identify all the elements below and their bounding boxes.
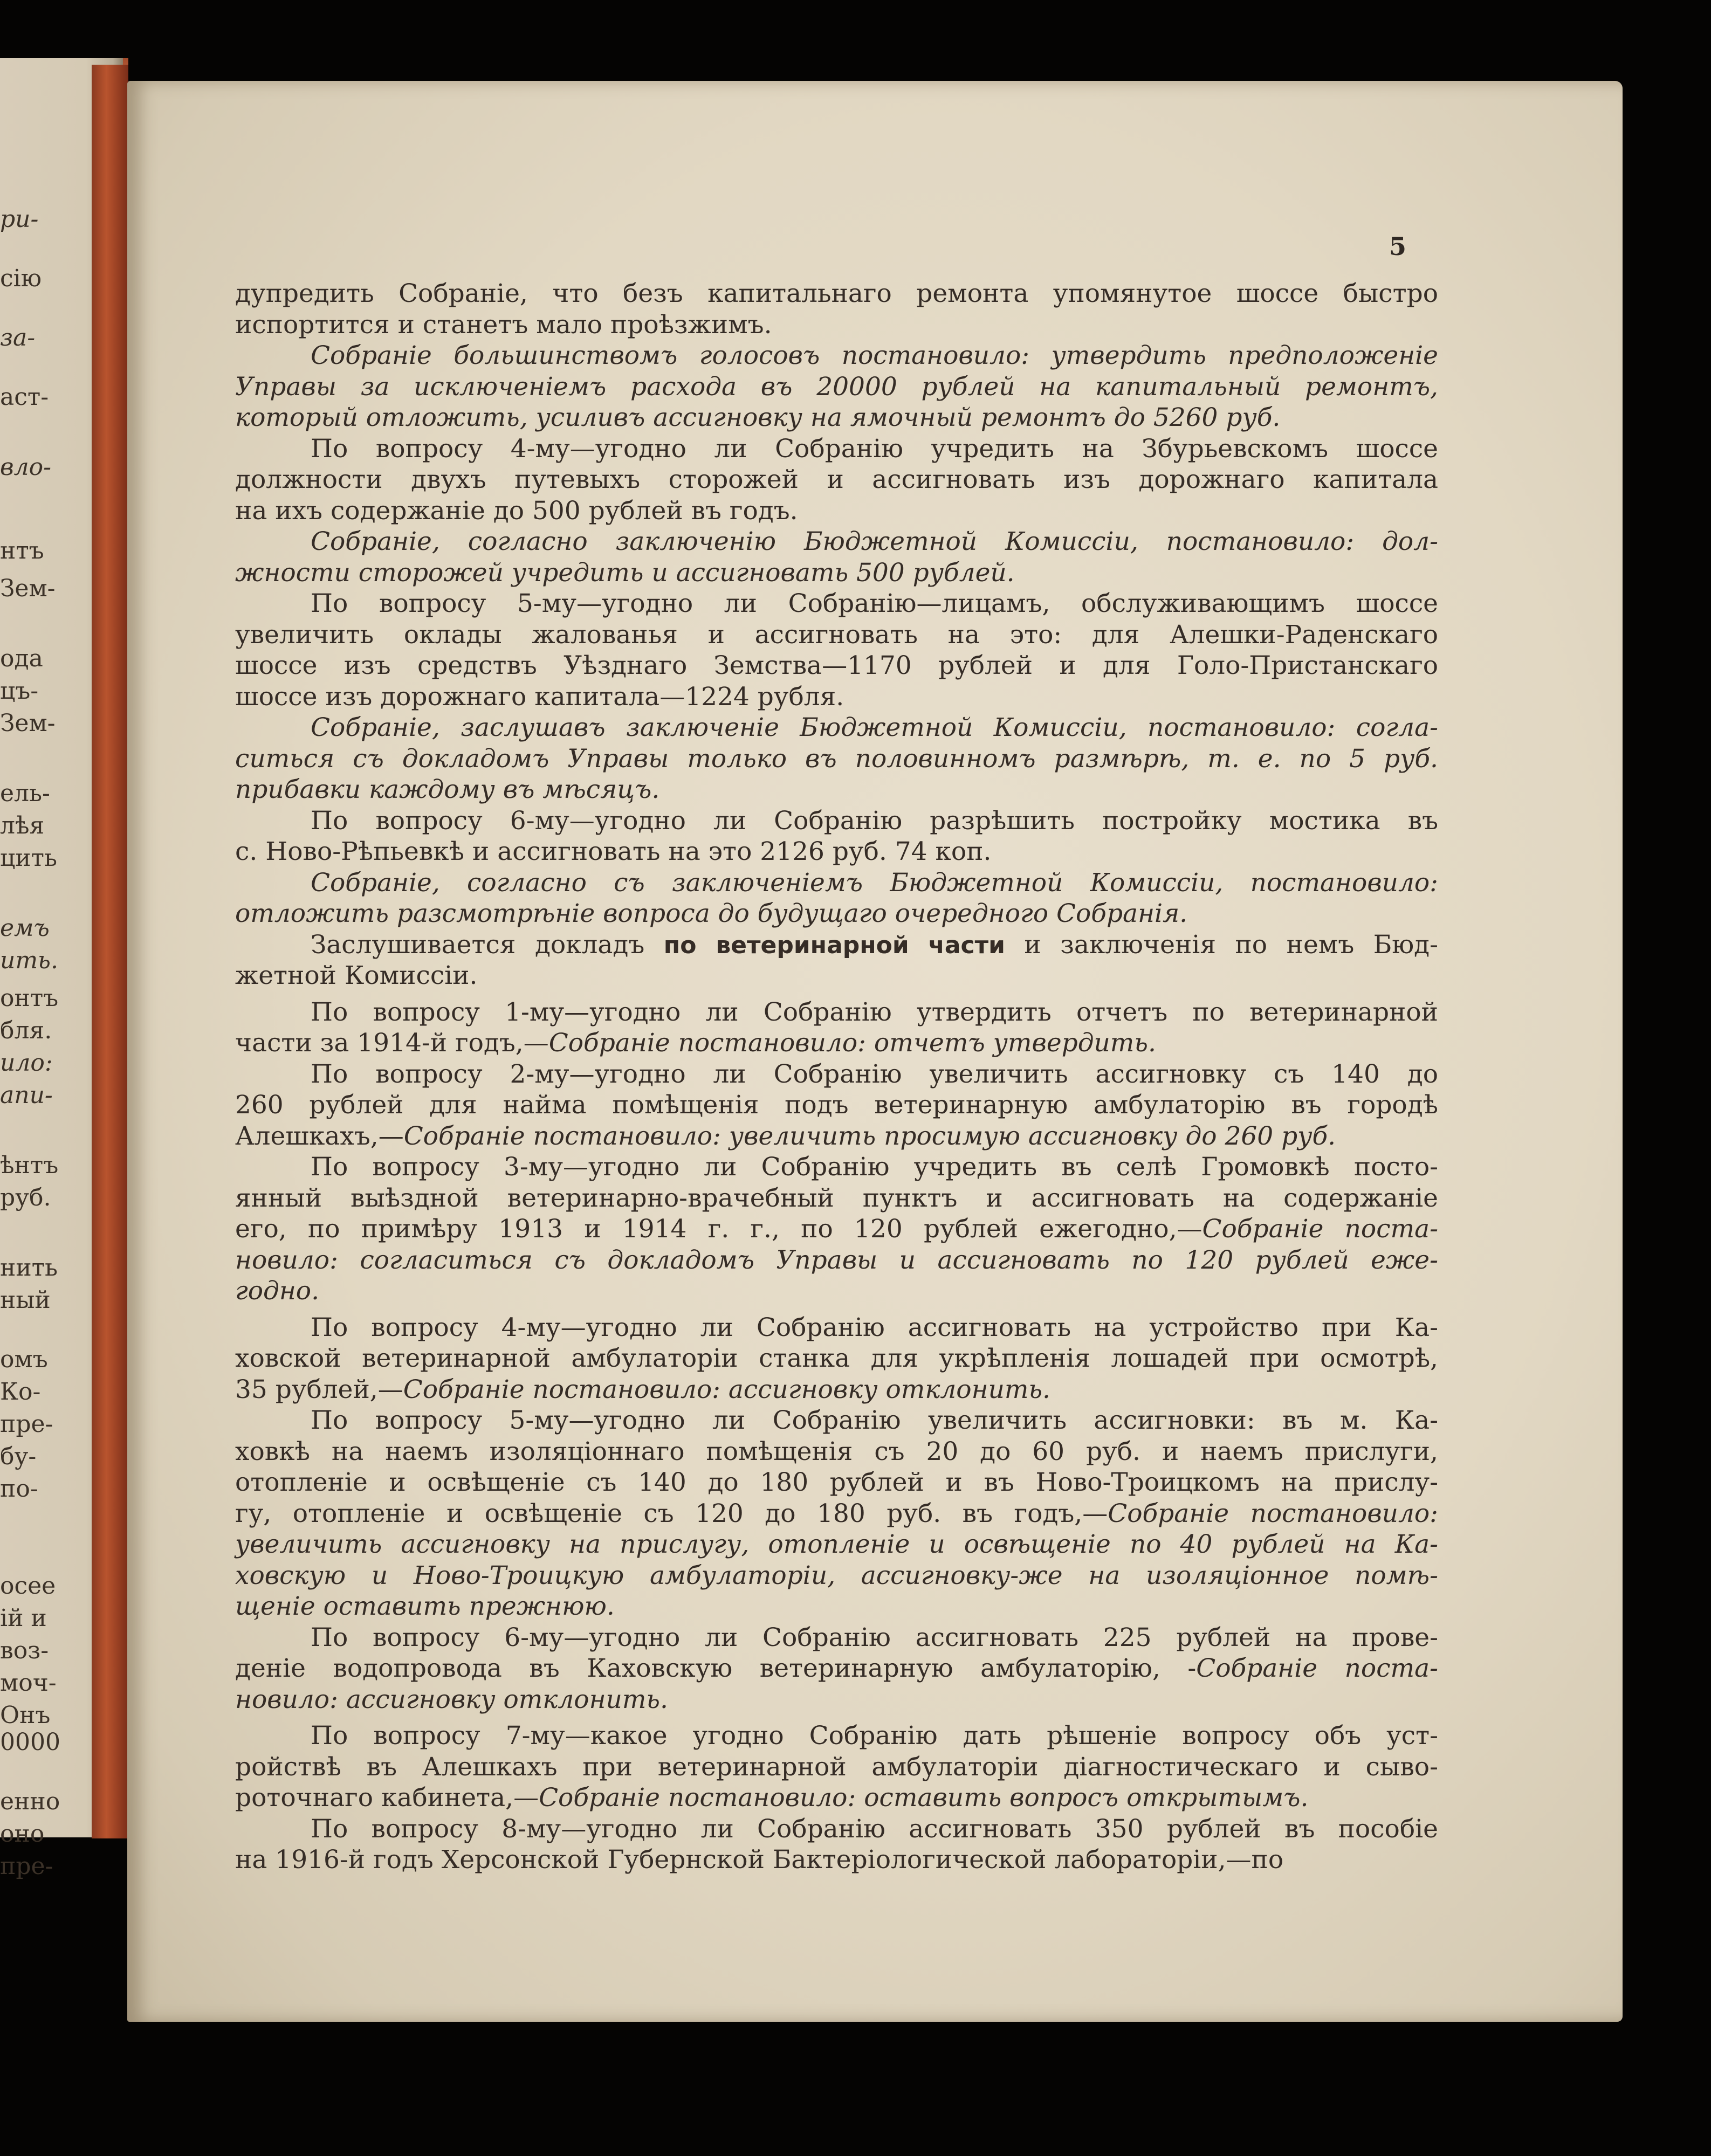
body-text: его, по примѣру 1913 и 1914 г. г., по 120 рублей ежегодно,— <box>235 1214 1202 1244</box>
body-text: По вопросу 7-му—какое угодно Собранію дать рѣшеніе вопросу объ уст- <box>311 1721 1438 1751</box>
section-heading-text: по ветеринарной части <box>663 931 1005 959</box>
previous-page-fragment: емъ <box>0 914 50 942</box>
text-line <box>235 960 1438 991</box>
body-text: на 1916-й годъ Херсонской Губернской Бактеріологической лабораторіи,—по <box>235 1845 1284 1875</box>
text-line <box>235 1591 1438 1622</box>
paragraph <box>235 588 1438 712</box>
text-line <box>235 1782 1438 1814</box>
previous-page-fragment: лѣя <box>0 812 45 839</box>
paragraph <box>235 929 1438 991</box>
previous-page-fragment: руб. <box>0 1184 51 1211</box>
text-line <box>235 929 1438 961</box>
text-line <box>235 1467 1438 1498</box>
previous-page-fragment: пре- <box>0 1852 53 1880</box>
body-text: и заключенія по немъ Бюд- <box>1005 929 1439 960</box>
paragraph <box>235 433 1438 527</box>
body-text: шоссе изъ дорожнаго капитала—1224 рубля. <box>235 681 844 712</box>
text-line <box>235 619 1438 651</box>
text-line <box>235 278 1438 309</box>
body-text: По вопросу 5-му—угодно ли Собранію—лицамъ, обслуживающимъ шоссе <box>311 589 1438 618</box>
body-text: По вопросу 4-му—угодно ли Собранію учредить на Збурьевскомъ шоссе <box>311 433 1438 464</box>
body-text: гу, отопленіе и освѣщеніе съ 120 до 180 руб. въ годъ,— <box>235 1498 1108 1528</box>
previous-page-fragment: нтъ <box>0 537 44 564</box>
paragraph-gap <box>235 1715 1438 1720</box>
text-line <box>235 1436 1438 1468</box>
body-text: По вопросу 5-му—угодно ли Собранію увеличить ассигновки: въ м. Ка- <box>311 1406 1438 1435</box>
previous-page-fragment: ель- <box>0 780 50 807</box>
resolution-text: ховскую и Ново-Троицкую амбулаторіи, ассигновку-же на изоляціонное помѣ- <box>235 1560 1438 1590</box>
previous-page-fragment: сію <box>0 265 42 292</box>
body-text: По вопросу 8-му—угодно ли Собранію ассигновать 350 рублей въ пособіе <box>311 1814 1438 1844</box>
previous-page-fragment: енно <box>0 1788 60 1815</box>
paragraph <box>235 340 1438 433</box>
text-line <box>235 588 1438 619</box>
resolution-text: увеличить ассигновку на прислугу, отопленіе и освѣщеніе по 40 рублей на Ка- <box>235 1530 1438 1559</box>
body-text: жетной Комиссіи. <box>235 961 478 990</box>
text-line <box>235 1214 1438 1245</box>
resolution-text: Собраніе поста- <box>1196 1654 1439 1683</box>
text-line <box>235 997 1438 1028</box>
paragraph-gap <box>235 991 1438 997</box>
text-line <box>235 1653 1438 1684</box>
page-body-text <box>235 278 1438 1876</box>
body-text: роточнаго кабинета,— <box>235 1783 539 1813</box>
body-text: Алешкахъ,— <box>235 1121 404 1151</box>
body-text: на ихъ содержаніе до 500 рублей въ годъ. <box>235 495 798 526</box>
text-line <box>235 1560 1438 1592</box>
body-text: шоссе изъ средствъ Уѣзднаго Земства—1170 рублей и для Голо-Пристанскаго <box>235 651 1438 680</box>
text-line <box>235 1622 1438 1654</box>
resolution-text: Собраніе постановило: отчетъ утвердить. <box>548 1028 1156 1058</box>
previous-page-fragment: ить. <box>0 947 59 974</box>
previous-page-fragment: бу- <box>0 1443 37 1470</box>
text-line <box>235 836 1438 867</box>
paragraph <box>235 1622 1438 1716</box>
resolution-text: который отложить, усиливъ ассигновку на ямочный ремонтъ до 5260 руб. <box>235 403 1281 432</box>
text-line <box>235 1405 1438 1436</box>
book-cover-edge <box>92 65 128 1838</box>
resolution-text: прибавки каждому въ мѣсяцъ. <box>235 775 660 804</box>
resolution-text: Собраніе, согласно съ заключеніемъ Бюджетной Комиссіи, постановило: <box>311 867 1438 898</box>
resolution-text: годно. <box>235 1276 320 1306</box>
text-line <box>235 743 1438 775</box>
previous-page-fragment: аст- <box>0 383 49 411</box>
previous-page-fragment: по- <box>0 1475 38 1503</box>
text-line <box>235 1374 1438 1406</box>
text-line <box>235 650 1438 681</box>
previous-page-fragment: за- <box>0 324 36 352</box>
text-line <box>235 340 1438 371</box>
body-text: ховкѣ на наемъ изоляціоннаго помѣщенія съ 20 до 60 руб. и наемъ прислуги, <box>235 1436 1438 1466</box>
paragraph <box>235 1720 1438 1814</box>
text-line <box>235 1720 1438 1752</box>
body-text: 35 рублей,— <box>235 1374 403 1404</box>
text-line <box>235 371 1438 403</box>
text-line <box>235 495 1438 527</box>
previous-page-fragment: ѣнтъ <box>0 1152 59 1179</box>
previous-page-fragment: омъ <box>0 1346 48 1373</box>
body-text: увеличить оклады жалованья и ассигновать на это: для Алешки-Раденскаго <box>235 619 1438 650</box>
text-line <box>235 867 1438 899</box>
text-line <box>235 402 1438 433</box>
previous-page-fragment: цъ- <box>0 677 39 705</box>
text-line <box>235 1684 1438 1716</box>
previous-page-fragment: Зем- <box>0 710 56 737</box>
previous-page-fragment: ри- <box>0 205 39 233</box>
resolution-text: Собраніе, согласно заключенію Бюджетной Комиссіи, постановило: дол- <box>311 527 1438 556</box>
text-line <box>235 1152 1438 1183</box>
text-line <box>235 1028 1438 1059</box>
previous-page-fragment: Онъ <box>0 1702 51 1729</box>
resolution-text: новило: согласиться съ докладомъ Управы и ассигновать по 120 рублей еже- <box>235 1245 1438 1275</box>
paragraph <box>235 805 1438 867</box>
resolution-text: щеніе оставить прежнюю. <box>235 1592 615 1621</box>
body-text: ховской ветеринарной амбулаторіи станка для укрѣпленія лошадей при осмотрѣ, <box>235 1344 1438 1373</box>
previous-page-fragment: ода <box>0 645 43 672</box>
body-text: По вопросу 6-му—угодно ли Собранію разрѣшить постройку мостика въ <box>311 805 1438 836</box>
body-text: 260 рублей для найма помѣщенія подъ ветеринарную амбулаторію въ городѣ <box>235 1090 1438 1120</box>
text-line <box>235 557 1438 589</box>
paragraph-gap <box>235 1307 1438 1312</box>
body-text: янный выѣздной ветеринарно-врачебный пунктъ и ассигновать на содержаніе <box>235 1183 1438 1213</box>
previous-page-fragment: 0000 <box>0 1728 60 1756</box>
resolution-text: ситься съ докладомъ Управы только въ половинномъ размѣрѣ, т. е. по 5 руб. <box>235 743 1438 774</box>
text-line <box>235 309 1438 341</box>
previous-page-fragment: моч- <box>0 1669 57 1697</box>
text-line <box>235 464 1438 495</box>
resolution-text: Собраніе большинствомъ голосовъ постановило: утвердить предположеніе <box>311 341 1438 370</box>
previous-page-fragment: онтъ <box>0 984 59 1012</box>
body-text: По вопросу 3-му—угодно ли Собранію учредить въ селѣ Громовкѣ посто- <box>311 1152 1438 1182</box>
text-line <box>235 526 1438 557</box>
text-line <box>235 1090 1438 1121</box>
paragraph <box>235 1405 1438 1622</box>
text-line <box>235 1183 1438 1214</box>
resolution-text: жности сторожей учредить и ассигновать 500 рублей. <box>235 557 1015 588</box>
resolution-text: Собраніе постановило: оставить вопросъ открытымъ. <box>539 1783 1309 1813</box>
previous-page-fragment: ило: <box>0 1049 53 1077</box>
body-text: с. Ново-Рѣпьевкѣ и ассигновать на это 2126 руб. 74 коп. <box>235 837 992 866</box>
text-line <box>235 1312 1438 1344</box>
text-line <box>235 1059 1438 1090</box>
paragraph <box>235 1152 1438 1307</box>
resolution-text: отложить разсмотрѣніе вопроса до будущаго очередного Собранія. <box>235 899 1188 928</box>
previous-page-fragment: Зем- <box>0 575 56 602</box>
body-text: испортится и станетъ мало проѣзжимъ. <box>235 309 772 340</box>
body-text: дупредить Собраніе, что безъ капитальнаго ремонта упомянутое шоссе быстро <box>235 279 1438 308</box>
text-line <box>235 1752 1438 1783</box>
text-line <box>235 898 1438 929</box>
previous-page-fragment: Ко- <box>0 1378 41 1406</box>
paragraph <box>235 1059 1438 1152</box>
text-line <box>235 774 1438 805</box>
previous-page-fragment: пре- <box>0 1410 53 1438</box>
previous-page-fragment: оно <box>0 1820 45 1848</box>
previous-page-fragment: ный <box>0 1286 51 1314</box>
previous-page-fragment: осее <box>0 1572 56 1600</box>
previous-page-fragment: апи- <box>0 1082 53 1109</box>
body-text: По вопросу 6-му—угодно ли Собранію ассигновать 225 рублей на прове- <box>311 1622 1438 1652</box>
resolution-text: Управы за исключеніемъ расхода въ 20000 рублей на капитальный ремонтъ, <box>235 371 1438 402</box>
paragraph <box>235 278 1438 340</box>
text-line <box>235 1276 1438 1307</box>
paragraph <box>235 997 1438 1059</box>
paragraph <box>235 712 1438 805</box>
text-line <box>235 712 1438 743</box>
paragraph <box>235 867 1438 929</box>
body-text: деніе водопровода въ Каховскую ветеринарную амбулаторію, - <box>235 1654 1197 1683</box>
body-text: Заслушивается докладъ <box>311 929 664 960</box>
text-line <box>235 1814 1438 1845</box>
body-text: части за 1914-й годъ,— <box>235 1028 549 1058</box>
body-text: отопленіе и освѣщеніе съ 140 до 180 рублей и въ Ново-Троицкомъ на прислу- <box>235 1468 1438 1497</box>
resolution-text: новило: ассигновку отклонить. <box>235 1684 668 1714</box>
text-line <box>235 433 1438 465</box>
previous-page-fragment: ій и <box>0 1604 47 1632</box>
body-text: ройствѣ въ Алешкахъ при ветеринарной амбулаторіи діагностическаго и сыво- <box>235 1752 1438 1782</box>
previous-page-fragment: бля. <box>0 1017 52 1044</box>
body-text: По вопросу 4-му—угодно ли Собранію ассигновать на устройство при Ка- <box>311 1312 1438 1342</box>
text-line <box>235 1498 1438 1530</box>
text-line <box>235 1844 1438 1876</box>
previous-page-fragment: нить <box>0 1254 58 1282</box>
resolution-text: Собраніе постановило: ассигновку отклонить. <box>403 1374 1050 1404</box>
resolution-text: Собраніе поста- <box>1202 1214 1438 1244</box>
text-line <box>235 1529 1438 1560</box>
previous-page-fragment: цить <box>0 844 57 872</box>
paragraph <box>235 1814 1438 1876</box>
body-text: По вопросу 1-му—угодно ли Собранію утвердить отчетъ по ветеринарной <box>311 997 1438 1027</box>
previous-page-fragment: воз- <box>0 1637 49 1664</box>
text-line <box>235 805 1438 837</box>
text-line <box>235 1343 1438 1374</box>
resolution-text: Собраніе постановило: увеличить просимую ассигновку до 260 руб. <box>403 1121 1336 1151</box>
body-text: По вопросу 2-му—угодно ли Собранію увеличить ассигновку съ 140 до <box>311 1059 1438 1089</box>
text-line <box>235 1245 1438 1276</box>
text-line <box>235 681 1438 713</box>
resolution-text: Собраніе, заслушавъ заключеніе Бюджетной Комиссіи, постановило: согла- <box>311 713 1438 742</box>
body-text: должности двухъ путевыхъ сторожей и ассигновать изъ дорожнаго капитала <box>235 465 1438 494</box>
page-number: 5 <box>1389 232 1407 261</box>
resolution-text: Собраніе постановило: <box>1108 1498 1438 1528</box>
paragraph <box>235 1312 1438 1406</box>
text-line <box>235 1121 1438 1152</box>
previous-page-fragment: вло- <box>0 453 51 481</box>
paragraph <box>235 526 1438 588</box>
